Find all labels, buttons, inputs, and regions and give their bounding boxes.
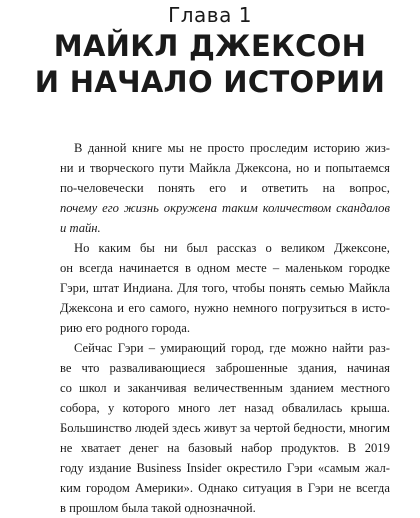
text-line [60, 358, 390, 378]
text-line [60, 398, 390, 418]
word: много [177, 401, 211, 415]
word: ве [60, 361, 72, 375]
word: Америки». [135, 481, 193, 495]
word: зданием [289, 381, 334, 395]
text-line [60, 378, 390, 398]
word: можно [291, 341, 327, 355]
word: ответить [261, 181, 309, 195]
word: исто- [361, 301, 390, 315]
word: у [107, 401, 115, 415]
word: Майкла [348, 281, 390, 295]
word: но [296, 161, 310, 175]
word: собора, [60, 401, 100, 415]
word: творческого [89, 161, 155, 175]
word: набор [240, 441, 273, 455]
word: и [113, 381, 121, 395]
word: на [167, 441, 180, 455]
text-line [60, 438, 390, 458]
word: бедности, [293, 421, 346, 435]
word: жизнь [123, 201, 159, 215]
word: погрузиться [281, 301, 347, 315]
chapter-label: Глава 1 [168, 3, 252, 27]
word: каким [98, 241, 131, 255]
word: историю [313, 141, 360, 155]
word: не [338, 481, 352, 495]
word: Однако [198, 481, 238, 495]
word: маленьком [285, 261, 343, 275]
word: издание [88, 461, 132, 475]
word: заброшенные [215, 361, 288, 375]
word: самого, [149, 301, 190, 315]
word: и [117, 301, 124, 315]
word: понять [268, 281, 306, 295]
word: Джексона [60, 301, 113, 315]
word: чертой [253, 421, 291, 435]
text-line [60, 198, 390, 218]
text-line [60, 178, 390, 198]
word: заканчивая [127, 381, 187, 395]
word: проследим [249, 141, 308, 155]
body-text [60, 138, 390, 518]
text-line [60, 258, 390, 278]
word: окрестило [226, 461, 282, 475]
word: и [78, 161, 86, 175]
word: умирающий [160, 341, 226, 355]
word: бы [139, 241, 155, 255]
word: обвалилась [281, 401, 343, 415]
word: разваливающиеся [109, 361, 206, 375]
word: ни [163, 241, 178, 255]
word: данной [87, 141, 127, 155]
word: многим [349, 421, 390, 435]
text-line [60, 278, 390, 298]
word: семью [309, 281, 345, 295]
word: хватает [80, 441, 121, 455]
chapter-title-line: И НАЧАЛО ИСТОРИИ [34, 65, 386, 99]
word: Джексона, [235, 161, 292, 175]
word: рассказ [216, 241, 257, 255]
text-line: в прошлом была такой однозначной. [60, 501, 256, 515]
word: его [102, 201, 119, 215]
word: продуктов. [280, 441, 340, 455]
word: со [60, 381, 72, 395]
word: пути [159, 161, 185, 175]
word: базовый [188, 441, 233, 455]
word: начиная [346, 361, 390, 375]
word: ни [60, 161, 74, 175]
word: всегда [79, 261, 113, 275]
word: книге [131, 141, 163, 155]
word: того, [202, 281, 228, 295]
text-line [60, 138, 390, 158]
word: Для [177, 281, 198, 295]
word: понять [158, 181, 195, 195]
text-line [60, 238, 390, 258]
word: – [272, 261, 280, 275]
word: людей [135, 421, 169, 435]
word: штат [92, 281, 120, 295]
word: о [265, 241, 272, 255]
text-line [60, 418, 390, 438]
word: величественным [193, 381, 283, 395]
word: начинается [118, 261, 179, 275]
word: где [269, 341, 286, 355]
word: денег [129, 441, 159, 455]
word: таким [222, 201, 258, 215]
word: что [81, 361, 100, 375]
word: месте [236, 261, 267, 275]
word: количеством [262, 201, 332, 215]
word: раз- [368, 341, 390, 355]
word: город, [231, 341, 264, 355]
word: в [296, 481, 303, 495]
chapter-title [0, 28, 420, 100]
text-line [60, 478, 390, 498]
word: скандалов [336, 201, 390, 215]
text-line [60, 158, 390, 178]
word: Джексоне, [334, 241, 390, 255]
word: найти [332, 341, 364, 355]
word: году [60, 461, 84, 475]
word: 2019 [364, 441, 390, 455]
word: которого [122, 401, 170, 415]
word: Большинство [60, 421, 132, 435]
word: жиз- [365, 141, 390, 155]
word: лет [218, 401, 236, 415]
word: окружена [163, 201, 218, 215]
word: за [239, 421, 251, 435]
word: Гэри, [60, 281, 89, 295]
chapter-title-line: МАЙКЛ ДЖЕКСОН [53, 29, 367, 63]
word: Сейчас [74, 341, 113, 355]
word: здесь [172, 421, 201, 435]
word: Гэри [307, 481, 334, 495]
word: городом [86, 481, 130, 495]
word: одном [196, 261, 231, 275]
word: не [60, 441, 73, 455]
text-line [60, 298, 390, 318]
word: Insider [186, 461, 222, 475]
word: В [74, 141, 83, 155]
word: школ [78, 381, 107, 395]
word: и [313, 161, 321, 175]
word: крыша. [350, 401, 390, 415]
word: в [351, 301, 358, 315]
word: назад [244, 401, 274, 415]
word: живут [203, 421, 237, 435]
word: был [186, 241, 208, 255]
text-line: рию его родного города. [60, 321, 190, 335]
word: нужно [193, 301, 229, 315]
text-line [60, 338, 390, 358]
word: здания, [297, 361, 337, 375]
word: попытаемся [325, 161, 390, 175]
word: он [60, 261, 74, 275]
word: Business [136, 461, 182, 475]
word: в [184, 261, 191, 275]
word: почему [60, 201, 98, 215]
word: Майкла [189, 161, 231, 175]
word: великом [280, 241, 325, 255]
word: мы [167, 141, 185, 155]
word: вопрос, [349, 181, 390, 195]
text-line: и тайн. [60, 221, 101, 235]
word: местного [340, 381, 390, 395]
word: Индиана. [123, 281, 174, 295]
text-line [60, 458, 390, 478]
word: – [148, 341, 156, 355]
word: всегда [356, 481, 390, 495]
word: городке [348, 261, 390, 275]
word: по-человечески [60, 181, 144, 195]
word: его [128, 301, 146, 315]
word: «самым [317, 461, 360, 475]
word: не [189, 141, 202, 155]
word: ситуация [242, 481, 292, 495]
word: и [240, 181, 248, 195]
word: Гэри [286, 461, 313, 475]
word: Но [74, 241, 90, 255]
word: чтобы [232, 281, 265, 295]
word: В [347, 441, 357, 455]
word: немного [233, 301, 278, 315]
word: Гэри [117, 341, 144, 355]
word: ким [60, 481, 81, 495]
word: на [322, 181, 335, 195]
word: его [209, 181, 226, 195]
word: просто [207, 141, 245, 155]
word: жал- [365, 461, 390, 475]
